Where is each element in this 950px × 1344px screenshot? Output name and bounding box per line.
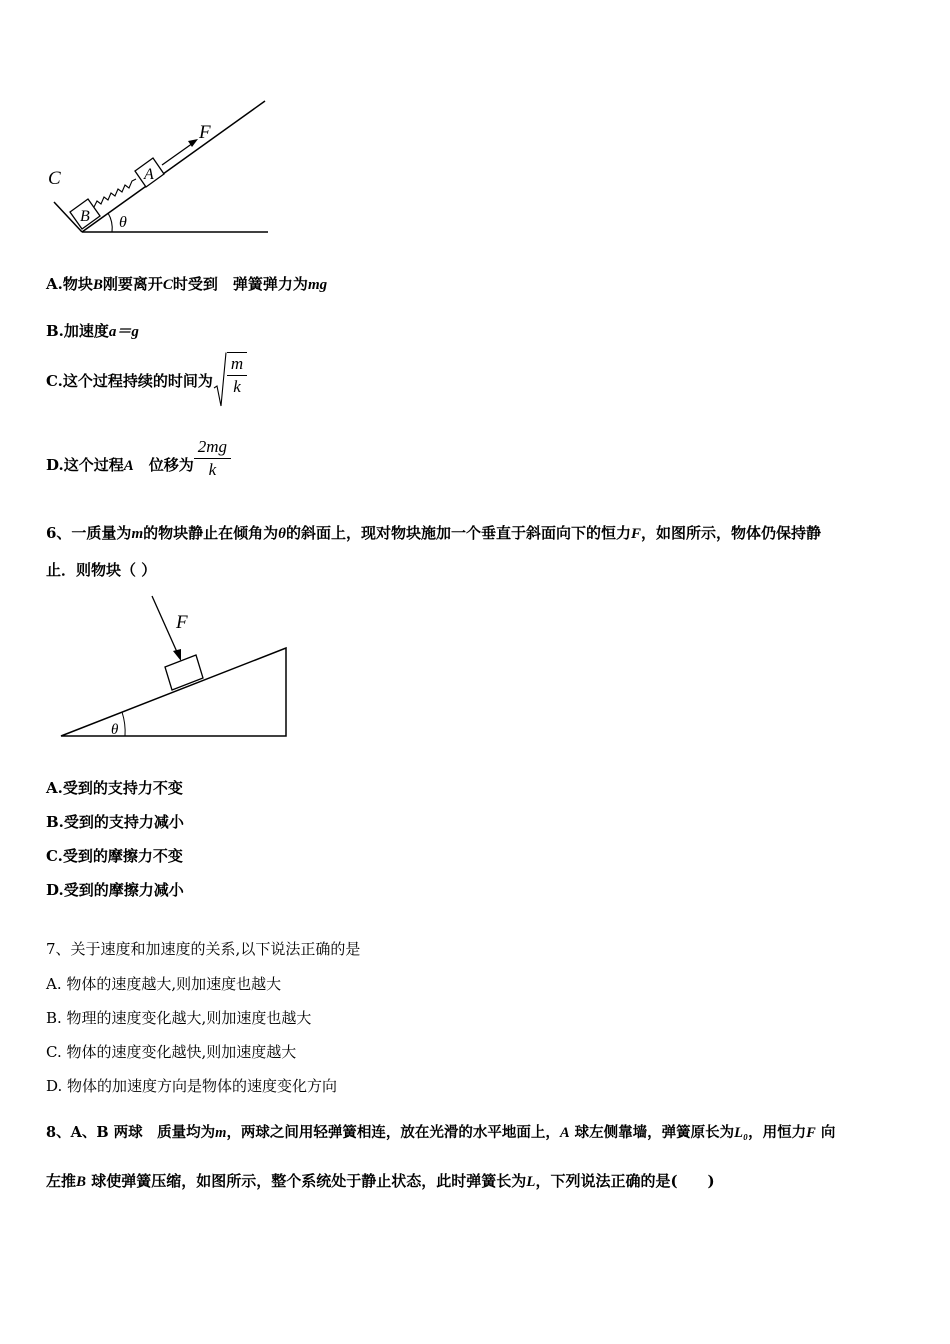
fig1-label-b: B bbox=[80, 208, 90, 225]
q8-a: A bbox=[559, 1125, 570, 1141]
option-5a-mg: mg bbox=[307, 277, 328, 293]
sqrt-numerator: m bbox=[227, 353, 247, 376]
q8-l: L bbox=[526, 1174, 536, 1190]
question-8-stem-line1 bbox=[46, 1121, 835, 1142]
question-6-stem-line2: 止．则物块（ ） bbox=[46, 561, 157, 579]
option-5b-prefix: B.加速度 bbox=[46, 322, 109, 340]
q8-text-a: 8、A、B 两球 质量均为 bbox=[46, 1124, 216, 1141]
q8-text-e: 向 bbox=[815, 1124, 836, 1141]
q8-l0: L₀ bbox=[734, 1125, 749, 1141]
fig2-label-f: F bbox=[176, 612, 188, 633]
fig1-label-a: A bbox=[144, 166, 154, 183]
option-5d-a: A bbox=[123, 458, 134, 474]
option-5b bbox=[46, 320, 139, 341]
option-5d-text bbox=[46, 454, 194, 481]
option-5a-mid: 刚要离开 bbox=[102, 275, 163, 293]
option-5d bbox=[46, 436, 231, 481]
option-5a-b: B bbox=[92, 277, 103, 293]
q6-text-a: 6、一质量为 bbox=[46, 524, 132, 542]
option-7b: B. 物理的速度变化越大,则加速度也越大 bbox=[46, 1009, 312, 1027]
option-7a: A. 物体的速度越大,则加速度也越大 bbox=[46, 975, 282, 993]
fraction bbox=[194, 436, 231, 481]
q8-f: F bbox=[806, 1125, 816, 1141]
q8-text-d: ，用恒力 bbox=[748, 1124, 807, 1141]
option-6b: B.受到的支持力减小 bbox=[46, 813, 184, 831]
incline-force-figure bbox=[55, 590, 295, 745]
option-5c bbox=[46, 352, 247, 408]
fraction-numerator: 2mg bbox=[194, 436, 231, 459]
option-5a-prefix: A.物块 bbox=[46, 275, 93, 293]
option-7c: C. 物体的速度变化越快,则加速度越大 bbox=[46, 1043, 297, 1061]
fraction-denominator: k bbox=[208, 460, 217, 479]
question-8-stem-line2 bbox=[46, 1170, 715, 1191]
q6-theta: θ bbox=[278, 526, 286, 542]
option-5a bbox=[46, 273, 327, 294]
sqrt-expression bbox=[213, 352, 247, 408]
option-5d-prefix: D.这个过程 bbox=[46, 456, 124, 474]
q8-b: B bbox=[76, 1174, 87, 1190]
option-5a-suffix: 时受到 弹簧弹力为 bbox=[172, 275, 308, 293]
q6-f: F bbox=[630, 526, 641, 542]
fig2-label-theta: θ bbox=[111, 722, 119, 738]
question-6-stem-line1 bbox=[46, 522, 821, 543]
option-5d-suffix: 位移为 bbox=[133, 456, 194, 474]
option-5a-c: C bbox=[162, 277, 173, 293]
option-7d: D. 物体的加速度方向是物体的速度变化方向 bbox=[46, 1077, 338, 1095]
q6-text-b: 的物块静止在倾角为 bbox=[143, 524, 279, 542]
q6-m: m bbox=[131, 526, 144, 542]
fig1-label-c: C bbox=[48, 168, 61, 189]
q8-text-h: ，下列说法正确的是( ) bbox=[535, 1172, 715, 1190]
q8-text-f: 左推 bbox=[46, 1172, 77, 1190]
option-5b-expr: a＝g bbox=[108, 324, 139, 340]
question-7-stem: 7、关于速度和加速度的关系,以下说法正确的是 bbox=[46, 940, 361, 958]
option-5c-prefix: C.这个过程持续的时间为 bbox=[46, 371, 213, 390]
q6-text-d: ，如图所示，物体仍保持静 bbox=[640, 524, 821, 542]
sqrt-denominator: k bbox=[233, 377, 241, 396]
q8-m: m bbox=[215, 1125, 227, 1141]
q6-text-c: 的斜面上，现对物块施加一个垂直于斜面向下的恒力 bbox=[285, 524, 631, 542]
fig1-label-f: F bbox=[199, 122, 211, 143]
fig1-label-theta: θ bbox=[119, 214, 127, 231]
option-6c: C.受到的摩擦力不变 bbox=[46, 847, 183, 865]
option-6d: D.受到的摩擦力减小 bbox=[46, 881, 184, 899]
option-6a: A.受到的支持力不变 bbox=[46, 779, 183, 797]
spring-incline-figure bbox=[40, 95, 280, 240]
q8-text-g: 球使弹簧压缩，如图所示，整个系统处于静止状态，此时弹簧长为 bbox=[86, 1172, 527, 1190]
q8-text-b: ，两球之间用轻弹簧相连，放在光滑的水平地面上， bbox=[226, 1124, 560, 1141]
q8-text-c: 球左侧靠墙，弹簧原长为 bbox=[569, 1124, 735, 1141]
